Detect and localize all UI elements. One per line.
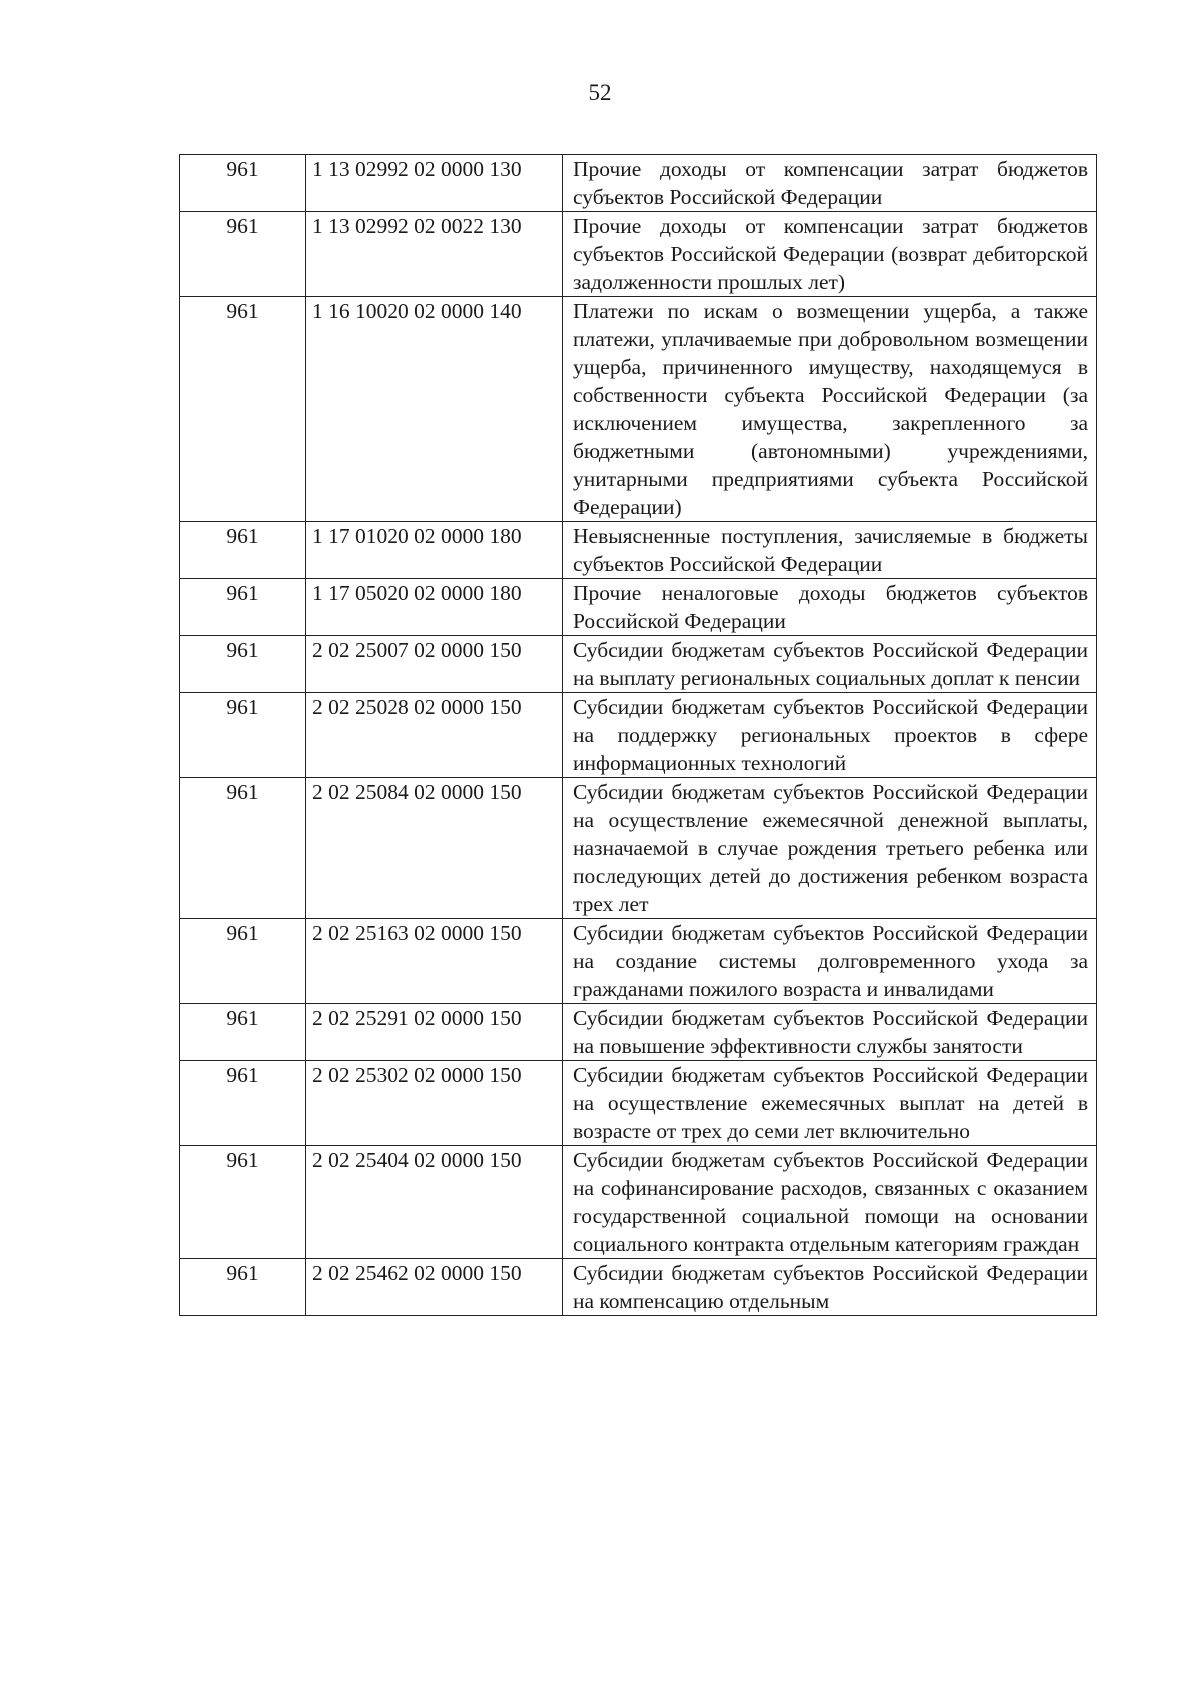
- revenue-name-cell: Невыясненные поступления, зачисляемые в бюджеты субъектов Российской Федерации: [563, 522, 1097, 579]
- table-row: [180, 522, 1097, 579]
- admin-code-cell: 961: [180, 212, 306, 297]
- budget-code-cell: 1 16 10020 02 0000 140: [306, 297, 563, 522]
- table-row: [180, 778, 1097, 919]
- table-row: [180, 919, 1097, 1004]
- budget-code-cell: 1 13 02992 02 0022 130: [306, 212, 563, 297]
- admin-code-cell: 961: [180, 1061, 306, 1146]
- admin-code-cell: 961: [180, 155, 306, 212]
- revenue-name-cell: Прочие доходы от компенсации затрат бюджетов субъектов Российской Федерации (возврат дебиторской задолженности прошлых лет): [563, 212, 1097, 297]
- table-row: [180, 1004, 1097, 1061]
- budget-revenue-table: [179, 154, 1097, 1316]
- page-number: 52: [588, 80, 612, 105]
- admin-code-cell: 961: [180, 1146, 306, 1259]
- revenue-name-cell: Прочие доходы от компенсации затрат бюджетов субъектов Российской Федерации: [563, 155, 1097, 212]
- table-row: [180, 297, 1097, 522]
- budget-code-cell: 2 02 25291 02 0000 150: [306, 1004, 563, 1061]
- revenue-name-text: Субсидии бюджетам субъектов Российской Федерации на компенсацию отдельным: [573, 1261, 1088, 1313]
- revenue-name-cell: Субсидии бюджетам субъектов Российской Федерации на создание системы долговременного ухода за гражданами пожилого возраста и инвалидами: [563, 919, 1097, 1004]
- budget-code-cell: 1 17 01020 02 0000 180: [306, 522, 563, 579]
- budget-code-cell: 2 02 25084 02 0000 150: [306, 778, 563, 919]
- budget-code-cell: 2 02 25028 02 0000 150: [306, 693, 563, 778]
- revenue-name-cell: Платежи по искам о возмещении ущерба, а также платежи, уплачиваемые при добровольном возмещении ущерба, причиненного имуществу, находящемуся в собственности субъекта Российской Федерации (за исключением имущества, закрепленного за бюджетными (автономными) учреждениями, унитарными предприятиями субъекта Российской Федерации): [563, 297, 1097, 522]
- budget-code-cell: 2 02 25163 02 0000 150: [306, 919, 563, 1004]
- budget-code-cell: 2 02 25007 02 0000 150: [306, 636, 563, 693]
- admin-code-cell: 961: [180, 297, 306, 522]
- admin-code-cell: 961: [180, 778, 306, 919]
- budget-code-cell: 2 02 25462 02 0000 150: [306, 1259, 563, 1316]
- admin-code-cell: 961: [180, 579, 306, 636]
- table-row: [180, 1061, 1097, 1146]
- budget-code-cell: 2 02 25404 02 0000 150: [306, 1146, 563, 1259]
- revenue-name-cell: Субсидии бюджетам субъектов Российской Федерации на осуществление ежемесячной денежной выплаты, назначаемой в случае рождения третьего ребенка или последующих детей до достижения ребенком возраста трех лет: [563, 778, 1097, 919]
- admin-code-cell: 961: [180, 522, 306, 579]
- admin-code-cell: 961: [180, 919, 306, 1004]
- revenue-name-cell: Субсидии бюджетам субъектов Российской Федерации на повышение эффективности службы занятости: [563, 1004, 1097, 1061]
- admin-code-cell: 961: [180, 693, 306, 778]
- budget-code-cell: 2 02 25302 02 0000 150: [306, 1061, 563, 1146]
- budget-code-cell: 1 13 02992 02 0000 130: [306, 155, 563, 212]
- table-row: [180, 1146, 1097, 1259]
- admin-code-cell: 961: [180, 636, 306, 693]
- revenue-name-cell: Субсидии бюджетам субъектов Российской Федерации на софинансирование расходов, связанных с оказанием государственной социальной помощи на основании социального контракта отдельным категориям граждан: [563, 1146, 1097, 1259]
- revenue-name-cell: Субсидии бюджетам субъектов Российской Федерации на осуществление ежемесячных выплат на детей в возрасте от трех до семи лет включительно: [563, 1061, 1097, 1146]
- table-row: [180, 579, 1097, 636]
- table-row: [180, 1259, 1097, 1316]
- admin-code-cell: 961: [180, 1259, 306, 1316]
- revenue-name-cell: [563, 1259, 1097, 1316]
- table-row: [180, 155, 1097, 212]
- revenue-name-cell: Субсидии бюджетам субъектов Российской Федерации на выплату региональных социальных доплат к пенсии: [563, 636, 1097, 693]
- table-row: [180, 636, 1097, 693]
- table-row: [180, 212, 1097, 297]
- budget-code-cell: 1 17 05020 02 0000 180: [306, 579, 563, 636]
- revenue-name-cell: Прочие неналоговые доходы бюджетов субъектов Российской Федерации: [563, 579, 1097, 636]
- table-row: [180, 693, 1097, 778]
- revenue-name-cell: Субсидии бюджетам субъектов Российской Федерации на поддержку региональных проектов в сфере информационных технологий: [563, 693, 1097, 778]
- admin-code-cell: 961: [180, 1004, 306, 1061]
